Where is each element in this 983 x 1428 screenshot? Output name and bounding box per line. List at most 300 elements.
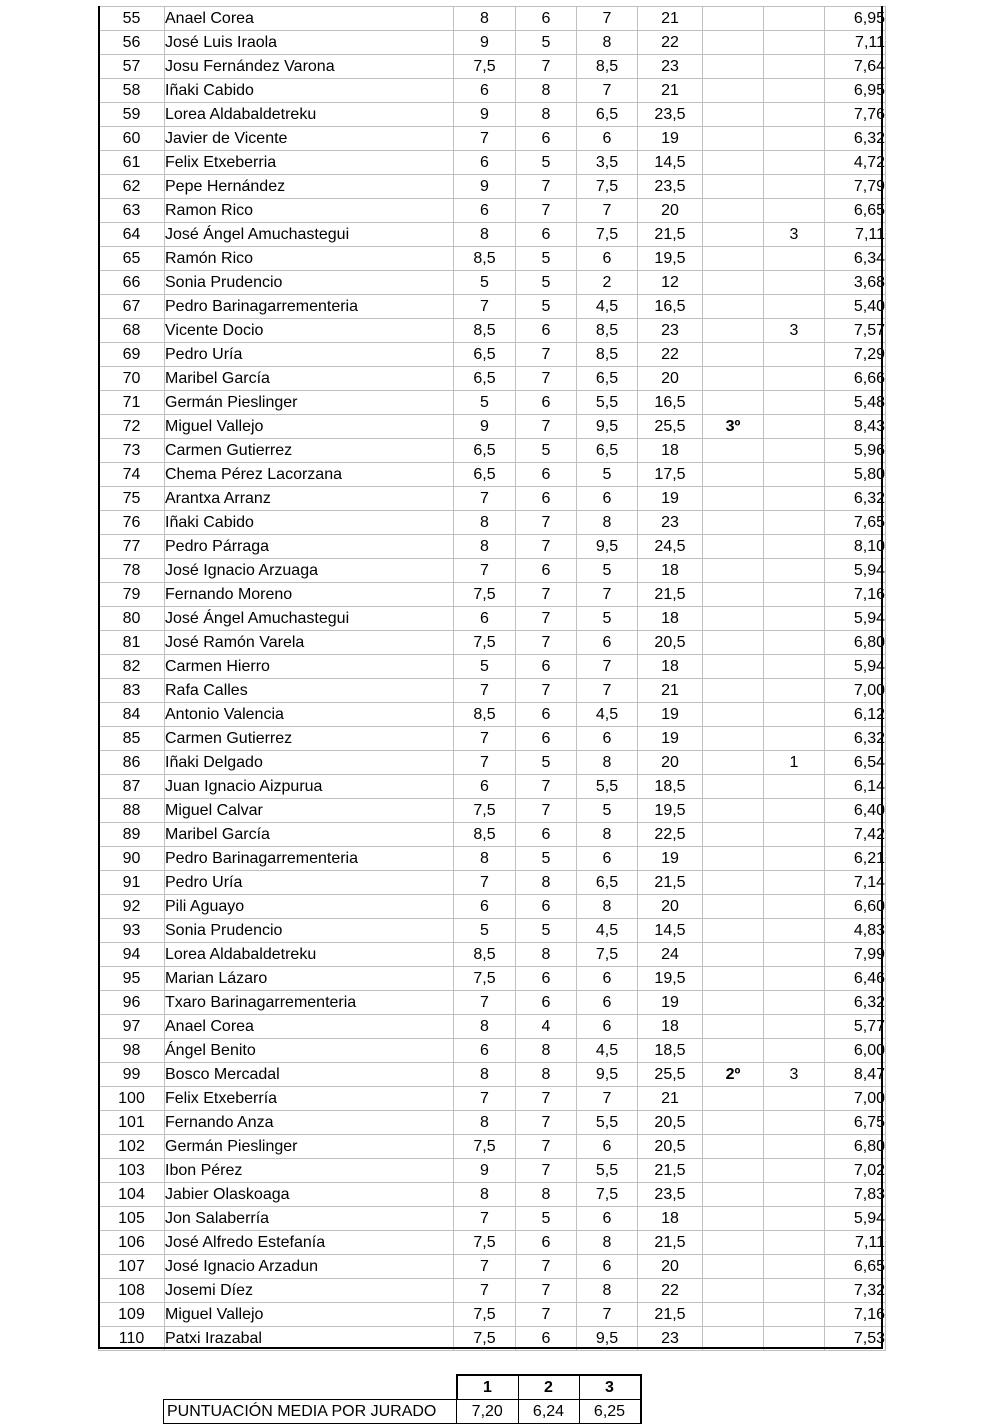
jury1-score: 6 — [454, 1039, 516, 1063]
table-row — [99, 223, 886, 247]
jury2-score: 5 — [516, 151, 577, 175]
mark-cell — [764, 631, 825, 655]
mark-cell — [764, 847, 825, 871]
jury3-score: 8 — [577, 751, 638, 775]
participant-name: Felix Etxeberría — [165, 1087, 454, 1111]
average-score: 6,00 — [825, 1039, 886, 1063]
participant-name: Pedro Uría — [165, 871, 454, 895]
average-score: 6,32 — [825, 727, 886, 751]
jury3-score: 6 — [577, 1015, 638, 1039]
place-cell — [703, 775, 764, 799]
total-score: 20 — [638, 895, 703, 919]
entry-number: 90 — [99, 847, 165, 871]
table-row — [99, 631, 886, 655]
mark-cell — [764, 295, 825, 319]
mark-cell — [764, 919, 825, 943]
table-row — [99, 871, 886, 895]
average-score: 6,32 — [825, 991, 886, 1015]
table-row — [99, 535, 886, 559]
mark-cell — [764, 1015, 825, 1039]
entry-number: 57 — [99, 55, 165, 79]
jury1-score: 6 — [454, 151, 516, 175]
mark-cell — [764, 1039, 825, 1063]
jury3-score: 7 — [577, 7, 638, 31]
jury1-score: 7 — [454, 1279, 516, 1303]
table-row — [99, 319, 886, 343]
place-cell — [703, 103, 764, 127]
place-cell — [703, 31, 764, 55]
place-cell — [703, 79, 764, 103]
entry-number: 60 — [99, 127, 165, 151]
jury2-score: 5 — [516, 271, 577, 295]
total-score: 19 — [638, 847, 703, 871]
table-row — [99, 1279, 886, 1303]
jury3-score: 7 — [577, 1303, 638, 1327]
table-row — [99, 751, 886, 775]
average-score: 7,00 — [825, 679, 886, 703]
jury2-score: 5 — [516, 439, 577, 463]
entry-number: 71 — [99, 391, 165, 415]
jury2-score: 6 — [516, 991, 577, 1015]
jury3-score: 6 — [577, 1135, 638, 1159]
jury2-score: 7 — [516, 775, 577, 799]
jury2-score: 6 — [516, 391, 577, 415]
mark-cell: 1 — [764, 751, 825, 775]
place-cell — [703, 727, 764, 751]
jury1-score: 6,5 — [454, 439, 516, 463]
jury1-score: 5 — [454, 919, 516, 943]
jury1-score: 9 — [454, 175, 516, 199]
mark-cell — [764, 1111, 825, 1135]
jury1-score: 6,5 — [454, 367, 516, 391]
jury3-score: 6 — [577, 1255, 638, 1279]
jury1-score: 7 — [454, 1255, 516, 1279]
jury3-score: 7,5 — [577, 1183, 638, 1207]
jury1-score: 7 — [454, 1207, 516, 1231]
jury1-score: 6,5 — [454, 463, 516, 487]
jury2-score: 7 — [516, 415, 577, 439]
place-cell — [703, 847, 764, 871]
participant-name: Maribel García — [165, 367, 454, 391]
entry-number: 61 — [99, 151, 165, 175]
jury2-score: 7 — [516, 175, 577, 199]
average-score: 7,11 — [825, 31, 886, 55]
jury1-score: 8,5 — [454, 247, 516, 271]
total-score: 21 — [638, 679, 703, 703]
entry-number: 56 — [99, 31, 165, 55]
total-score: 20 — [638, 751, 703, 775]
table-row — [99, 415, 886, 439]
jury2-score: 7 — [516, 631, 577, 655]
total-score: 21,5 — [638, 583, 703, 607]
jury-average-3: 6,25 — [579, 1400, 641, 1424]
total-score: 22 — [638, 343, 703, 367]
jury1-score: 6 — [454, 607, 516, 631]
table-row — [99, 823, 886, 847]
jury1-score: 5 — [454, 271, 516, 295]
jury1-score: 6 — [454, 895, 516, 919]
total-score: 22,5 — [638, 823, 703, 847]
blank-cell — [164, 1375, 457, 1400]
entry-number: 78 — [99, 559, 165, 583]
place-cell — [703, 535, 764, 559]
jury2-score: 5 — [516, 1207, 577, 1231]
average-score: 7,83 — [825, 1183, 886, 1207]
place-cell — [703, 151, 764, 175]
jury1-score: 8,5 — [454, 823, 516, 847]
jury3-score: 7 — [577, 583, 638, 607]
entry-number: 72 — [99, 415, 165, 439]
jury3-score: 4,5 — [577, 1039, 638, 1063]
mark-cell — [764, 655, 825, 679]
place-cell — [703, 1327, 764, 1351]
jury2-score: 8 — [516, 1063, 577, 1087]
entry-number: 58 — [99, 79, 165, 103]
jury1-score: 8 — [454, 7, 516, 31]
jury3-score: 5 — [577, 559, 638, 583]
entry-number: 105 — [99, 1207, 165, 1231]
average-score: 5,40 — [825, 295, 886, 319]
average-score: 7,42 — [825, 823, 886, 847]
average-score: 3,68 — [825, 271, 886, 295]
participant-name: Patxi Irazabal — [165, 1327, 454, 1351]
average-score: 6,32 — [825, 127, 886, 151]
place-cell — [703, 391, 764, 415]
total-score: 19 — [638, 703, 703, 727]
total-score: 21,5 — [638, 223, 703, 247]
mark-cell — [764, 199, 825, 223]
table-row — [99, 511, 886, 535]
jury3-score: 6,5 — [577, 871, 638, 895]
jury3-score: 5 — [577, 463, 638, 487]
mark-cell — [764, 895, 825, 919]
jury1-score: 6,5 — [454, 343, 516, 367]
mark-cell — [764, 943, 825, 967]
jury3-score: 6,5 — [577, 439, 638, 463]
jury2-score: 6 — [516, 727, 577, 751]
participant-name: Germán Pieslinger — [165, 391, 454, 415]
average-score: 7,57 — [825, 319, 886, 343]
table-row — [99, 679, 886, 703]
jury1-score: 6 — [454, 199, 516, 223]
jury1-score: 7 — [454, 295, 516, 319]
participant-name: José Alfredo Estefanía — [165, 1231, 454, 1255]
place-cell — [703, 127, 764, 151]
participant-name: Jabier Olaskoaga — [165, 1183, 454, 1207]
jury1-score: 7 — [454, 487, 516, 511]
place-cell — [703, 799, 764, 823]
average-score: 8,10 — [825, 535, 886, 559]
table-row — [99, 1087, 886, 1111]
participant-name: Iñaki Delgado — [165, 751, 454, 775]
total-score: 18 — [638, 1015, 703, 1039]
place-cell — [703, 439, 764, 463]
place-cell: 2º — [703, 1063, 764, 1087]
total-score: 21 — [638, 79, 703, 103]
average-score: 6,80 — [825, 631, 886, 655]
table-row — [99, 991, 886, 1015]
entry-number: 85 — [99, 727, 165, 751]
average-score: 6,34 — [825, 247, 886, 271]
jury2-score: 7 — [516, 1255, 577, 1279]
place-cell — [703, 1135, 764, 1159]
total-score: 18 — [638, 655, 703, 679]
average-score: 5,77 — [825, 1015, 886, 1039]
participant-name: Lorea Aldabaldetreku — [165, 943, 454, 967]
participant-name: José Luis Iraola — [165, 31, 454, 55]
place-cell — [703, 607, 764, 631]
participant-name: Pepe Hernández — [165, 175, 454, 199]
mark-cell — [764, 1231, 825, 1255]
entry-number: 73 — [99, 439, 165, 463]
entry-number: 87 — [99, 775, 165, 799]
place-cell — [703, 1183, 764, 1207]
participant-name: Fernando Anza — [165, 1111, 454, 1135]
average-score: 5,94 — [825, 559, 886, 583]
place-cell — [703, 271, 764, 295]
participant-name: Pedro Barinagarrementeria — [165, 295, 454, 319]
jury3-score: 6 — [577, 247, 638, 271]
participant-name: Bosco Mercadal — [165, 1063, 454, 1087]
entry-number: 91 — [99, 871, 165, 895]
jury2-score: 8 — [516, 1183, 577, 1207]
jury2-score: 7 — [516, 367, 577, 391]
entry-number: 83 — [99, 679, 165, 703]
jury2-score: 6 — [516, 7, 577, 31]
jury3-score: 4,5 — [577, 919, 638, 943]
participant-name: Chema Pérez Lacorzana — [165, 463, 454, 487]
entry-number: 94 — [99, 943, 165, 967]
jury2-score: 8 — [516, 871, 577, 895]
table-row — [99, 103, 886, 127]
total-score: 16,5 — [638, 391, 703, 415]
average-score: 5,48 — [825, 391, 886, 415]
jury2-score: 6 — [516, 1231, 577, 1255]
mark-cell — [764, 535, 825, 559]
average-score: 5,94 — [825, 607, 886, 631]
mark-cell — [764, 1159, 825, 1183]
total-score: 20,5 — [638, 1111, 703, 1135]
participant-name: José Ignacio Arzadun — [165, 1255, 454, 1279]
total-score: 17,5 — [638, 463, 703, 487]
entry-number: 77 — [99, 535, 165, 559]
total-score: 24,5 — [638, 535, 703, 559]
jury2-score: 6 — [516, 487, 577, 511]
mark-cell — [764, 703, 825, 727]
total-score: 23,5 — [638, 103, 703, 127]
table-row — [99, 439, 886, 463]
average-score: 7,32 — [825, 1279, 886, 1303]
jury2-score: 7 — [516, 535, 577, 559]
participant-name: Ramón Rico — [165, 247, 454, 271]
jury2-score: 7 — [516, 679, 577, 703]
jury1-score: 8,5 — [454, 703, 516, 727]
total-score: 19 — [638, 991, 703, 1015]
mark-cell — [764, 415, 825, 439]
average-score: 6,65 — [825, 1255, 886, 1279]
jury1-score: 8,5 — [454, 943, 516, 967]
jury2-score: 6 — [516, 559, 577, 583]
place-cell — [703, 1255, 764, 1279]
entry-number: 110 — [99, 1327, 165, 1351]
participant-name: Rafa Calles — [165, 679, 454, 703]
table-row — [99, 487, 886, 511]
participant-name: Sonia Prudencio — [165, 919, 454, 943]
entry-number: 107 — [99, 1255, 165, 1279]
mark-cell: 3 — [764, 1063, 825, 1087]
jury3-score: 3,5 — [577, 151, 638, 175]
jury3-score: 6 — [577, 127, 638, 151]
table-row — [99, 79, 886, 103]
mark-cell: 3 — [764, 223, 825, 247]
table-row — [99, 607, 886, 631]
jury2-score: 6 — [516, 967, 577, 991]
total-score: 21,5 — [638, 871, 703, 895]
average-score: 6,66 — [825, 367, 886, 391]
table-row — [99, 1135, 886, 1159]
participant-name: Carmen Gutierrez — [165, 727, 454, 751]
jury2-score: 5 — [516, 847, 577, 871]
total-score: 23 — [638, 511, 703, 535]
place-cell — [703, 1231, 764, 1255]
entry-number: 68 — [99, 319, 165, 343]
jury-header-3: 3 — [579, 1375, 641, 1400]
jury1-score: 7 — [454, 127, 516, 151]
jury2-score: 7 — [516, 607, 577, 631]
participant-name: Ibon Pérez — [165, 1159, 454, 1183]
participant-name: Iñaki Cabido — [165, 79, 454, 103]
jury1-score: 7,5 — [454, 799, 516, 823]
jury3-score: 5,5 — [577, 1159, 638, 1183]
participant-name: Antonio Valencia — [165, 703, 454, 727]
entry-number: 89 — [99, 823, 165, 847]
average-score: 6,95 — [825, 7, 886, 31]
table-row — [99, 1015, 886, 1039]
jury1-score: 7 — [454, 1087, 516, 1111]
jury3-score: 8 — [577, 1279, 638, 1303]
average-score: 4,83 — [825, 919, 886, 943]
jury3-score: 7 — [577, 79, 638, 103]
mark-cell — [764, 439, 825, 463]
total-score: 21,5 — [638, 1159, 703, 1183]
jury3-score: 9,5 — [577, 535, 638, 559]
total-score: 23 — [638, 1327, 703, 1351]
jury3-score: 5,5 — [577, 391, 638, 415]
jury1-score: 8 — [454, 1063, 516, 1087]
participant-name: Anael Corea — [165, 1015, 454, 1039]
jury3-score: 5,5 — [577, 775, 638, 799]
jury1-score: 7 — [454, 559, 516, 583]
jury1-score: 8 — [454, 1015, 516, 1039]
table-row — [99, 127, 886, 151]
total-score: 22 — [638, 31, 703, 55]
mark-cell — [764, 487, 825, 511]
jury1-score: 7,5 — [454, 631, 516, 655]
participant-name: Txaro Barinagarrementeria — [165, 991, 454, 1015]
participant-name: Felix Etxeberria — [165, 151, 454, 175]
jury3-score: 4,5 — [577, 703, 638, 727]
place-cell — [703, 1207, 764, 1231]
table-row — [99, 343, 886, 367]
table-row — [99, 1183, 886, 1207]
participant-name: Javier de Vicente — [165, 127, 454, 151]
total-score: 16,5 — [638, 295, 703, 319]
place-cell — [703, 919, 764, 943]
place-cell — [703, 7, 764, 31]
jury3-score: 6 — [577, 967, 638, 991]
table-row — [99, 727, 886, 751]
mark-cell — [764, 679, 825, 703]
table-row — [99, 295, 886, 319]
jury2-score: 4 — [516, 1015, 577, 1039]
total-score: 19 — [638, 727, 703, 751]
table-row — [99, 391, 886, 415]
table-row — [99, 1327, 886, 1351]
jury3-score: 6 — [577, 1207, 638, 1231]
entry-number: 64 — [99, 223, 165, 247]
total-score: 18 — [638, 1207, 703, 1231]
mark-cell — [764, 559, 825, 583]
average-score: 6,60 — [825, 895, 886, 919]
total-score: 22 — [638, 1279, 703, 1303]
mark-cell — [764, 367, 825, 391]
participant-name: Josu Fernández Varona — [165, 55, 454, 79]
table-row — [99, 1111, 886, 1135]
jury1-score: 7,5 — [454, 1231, 516, 1255]
table-row — [99, 247, 886, 271]
entry-number: 66 — [99, 271, 165, 295]
entry-number: 81 — [99, 631, 165, 655]
average-score: 6,12 — [825, 703, 886, 727]
table-row — [99, 1039, 886, 1063]
total-score: 14,5 — [638, 919, 703, 943]
participant-name: Miguel Vallejo — [165, 1303, 454, 1327]
total-score: 19,5 — [638, 247, 703, 271]
place-cell — [703, 1015, 764, 1039]
jury1-score: 8 — [454, 1183, 516, 1207]
jury2-score: 7 — [516, 1303, 577, 1327]
jury3-score: 6 — [577, 631, 638, 655]
mark-cell — [764, 991, 825, 1015]
participant-name: Maribel García — [165, 823, 454, 847]
place-cell — [703, 703, 764, 727]
mark-cell — [764, 1207, 825, 1231]
table-row — [99, 1255, 886, 1279]
entry-number: 98 — [99, 1039, 165, 1063]
mark-cell — [764, 343, 825, 367]
jury1-score: 5 — [454, 391, 516, 415]
jury3-score: 8 — [577, 895, 638, 919]
jury2-score: 7 — [516, 511, 577, 535]
jury1-score: 7,5 — [454, 583, 516, 607]
jury-average-2: 6,24 — [518, 1400, 579, 1424]
entry-number: 59 — [99, 103, 165, 127]
jury3-score: 7 — [577, 655, 638, 679]
entry-number: 93 — [99, 919, 165, 943]
place-cell — [703, 895, 764, 919]
entry-number: 65 — [99, 247, 165, 271]
participant-name: Jon Salaberría — [165, 1207, 454, 1231]
table-row — [99, 943, 886, 967]
jury3-score: 6 — [577, 991, 638, 1015]
place-cell: 3º — [703, 415, 764, 439]
entry-number: 92 — [99, 895, 165, 919]
total-score: 12 — [638, 271, 703, 295]
jury2-score: 8 — [516, 79, 577, 103]
mark-cell — [764, 1135, 825, 1159]
entry-number: 67 — [99, 295, 165, 319]
participant-name: Pedro Uría — [165, 343, 454, 367]
